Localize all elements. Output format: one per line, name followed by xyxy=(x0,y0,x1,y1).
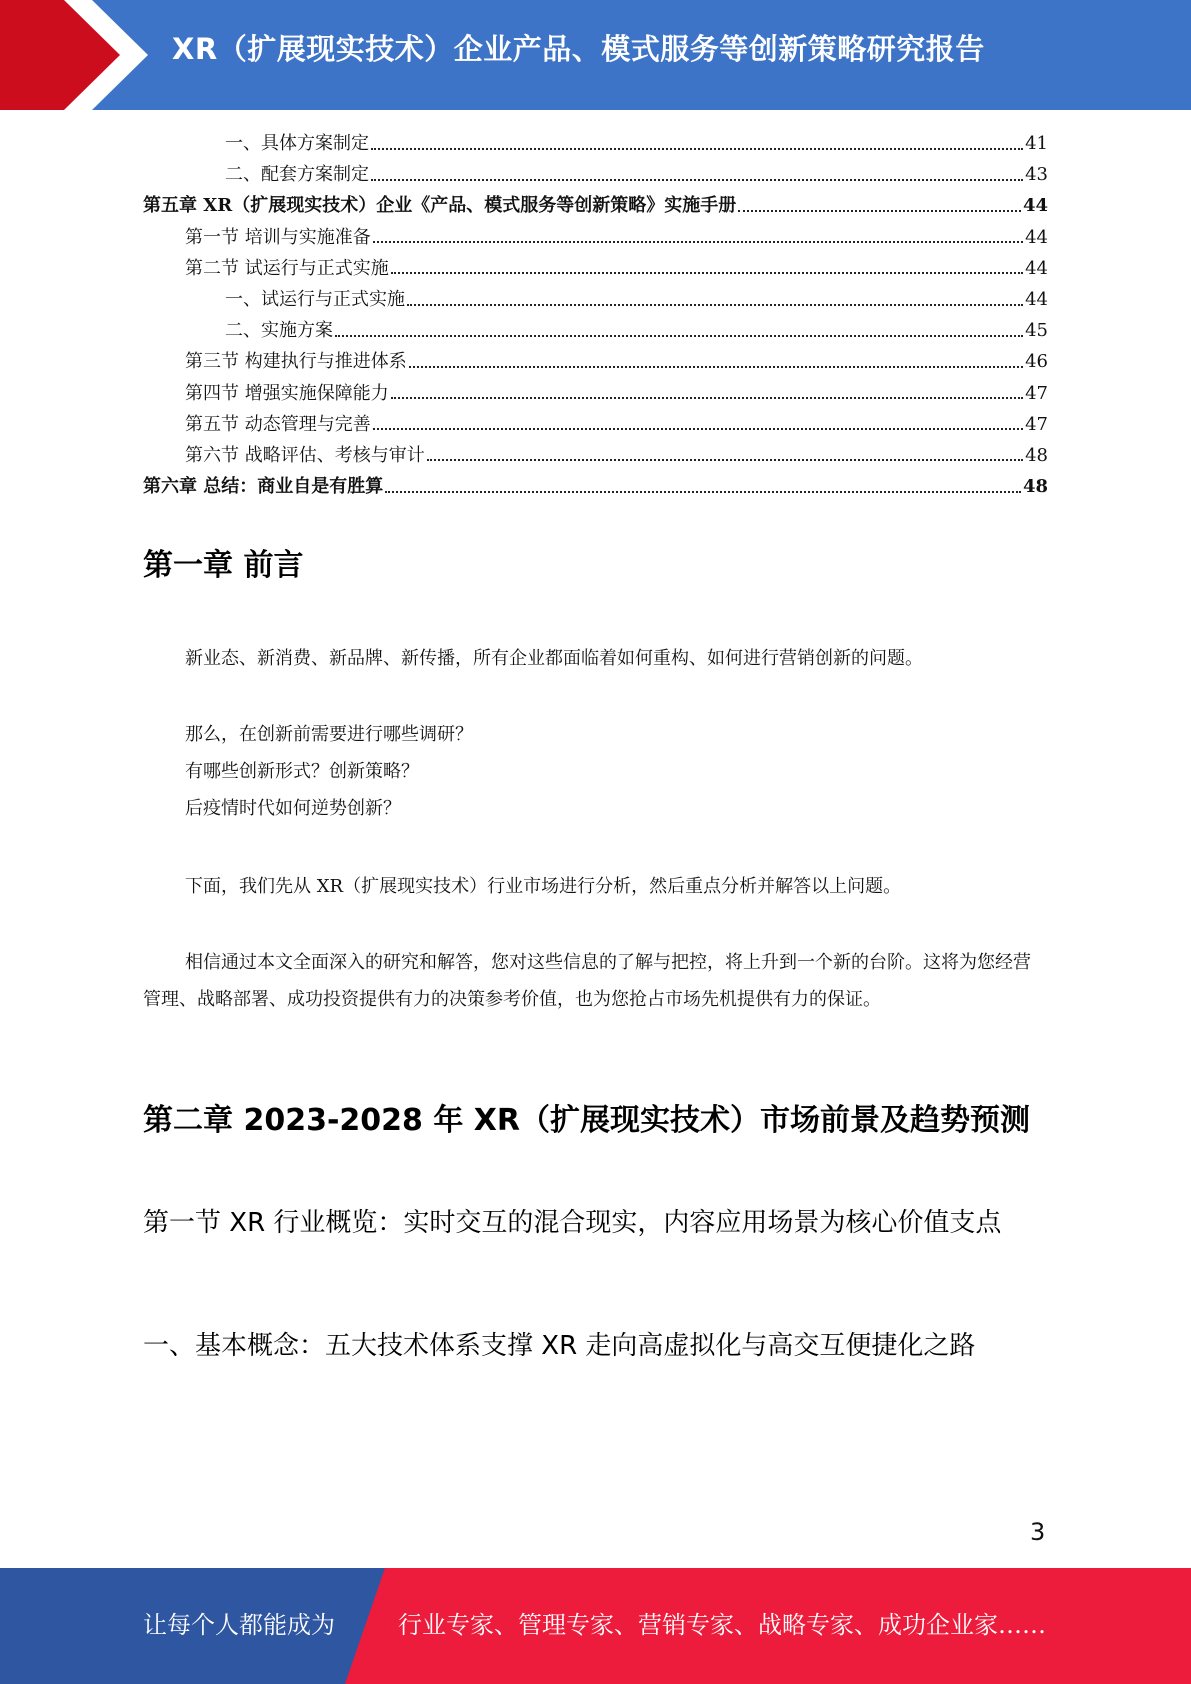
toc-entry[interactable] xyxy=(143,253,1048,284)
subsection-heading: 一、基本概念：五大技术体系支撑 XR 走向高虚拟化与高交互便捷化之路 xyxy=(143,1331,976,1361)
toc-entry-page: 44 xyxy=(1022,195,1048,217)
toc-entry-page: 43 xyxy=(1025,164,1048,186)
toc-entry-title: 第六节 战略评估、考核与审计 xyxy=(185,444,425,466)
toc-entry-title: 一、试运行与正式实施 xyxy=(225,289,405,311)
toc-entry-page: 47 xyxy=(1025,413,1048,435)
toc-entry[interactable] xyxy=(143,190,1048,221)
toc-entry-title: 第五节 动态管理与完善 xyxy=(185,413,371,435)
toc-dot-leader xyxy=(391,272,1023,274)
page-number: 3 xyxy=(1030,1518,1046,1546)
toc-entry[interactable] xyxy=(143,471,1048,502)
toc-entry-page: 44 xyxy=(1025,257,1048,279)
toc-entry-page: 44 xyxy=(1025,289,1048,311)
toc-entry-title: 一、具体方案制定 xyxy=(225,133,369,155)
section-heading: 第一节 XR 行业概览：实时交互的混合现实，内容应用场景为核心价值支点 xyxy=(143,1208,1002,1238)
toc-dot-leader xyxy=(371,148,1023,150)
toc-entry-title: 第三节 构建执行与推进体系 xyxy=(185,351,407,373)
toc-entry-title: 二、实施方案 xyxy=(225,320,333,342)
toc-entry[interactable] xyxy=(143,159,1048,190)
toc-entry-title: 二、配套方案制定 xyxy=(225,164,369,186)
toc-entry-page: 45 xyxy=(1025,320,1048,342)
toc-entry-title: 第一节 培训与实施准备 xyxy=(185,226,371,248)
toc-entry[interactable] xyxy=(143,409,1048,440)
toc-entry[interactable] xyxy=(143,284,1048,315)
toc-entry-title: 第五章 XR（扩展现实技术）企业《产品、模式服务等创新策略》实施手册 xyxy=(143,195,737,217)
chapter-2-heading: 第二章 2023-2028 年 XR（扩展现实技术）市场前景及趋势预测 xyxy=(143,1103,1031,1138)
header-banner xyxy=(0,0,1191,110)
toc-entry-title: 第二节 试运行与正式实施 xyxy=(185,257,389,279)
toc-entry[interactable] xyxy=(143,222,1048,253)
toc-entry-page: 48 xyxy=(1022,476,1048,498)
header-arrow-decoration xyxy=(0,0,160,110)
toc-dot-leader xyxy=(373,241,1023,243)
footer-slogan-left: 让每个人都能成为 xyxy=(143,1611,335,1639)
footer-slogan-right: 行业专家、管理专家、营销专家、战略专家、成功企业家…… xyxy=(398,1611,1046,1639)
toc-dot-leader xyxy=(409,366,1023,368)
toc-dot-leader xyxy=(373,428,1023,430)
toc-entry-page: 47 xyxy=(1025,382,1048,404)
toc-dot-leader xyxy=(738,210,1021,212)
toc-entry-page: 44 xyxy=(1025,226,1048,248)
document-title: XR（扩展现实技术）企业产品、模式服务等创新策略研究报告 xyxy=(172,32,985,66)
toc-entry[interactable] xyxy=(143,440,1048,471)
question-line: 后疫情时代如何逆势创新？ xyxy=(185,798,401,819)
paragraph: 相信通过本文全面深入的研究和解答，您对这些信息的了解与把控，将上升到一个新的台阶。这将为您经营管理、战略部署、成功投资提供有力的决策参考价值，也为您抢占市场先机提供有力的保证。 xyxy=(143,952,1031,1010)
paragraph: 新业态、新消费、新品牌、新传播，所有企业都面临着如何重构、如何进行营销创新的问题。 xyxy=(185,648,923,669)
toc-dot-leader xyxy=(335,335,1023,337)
toc-dot-leader xyxy=(407,304,1023,306)
question-line: 那么，在创新前需要进行哪些调研？ xyxy=(185,724,473,745)
toc-entry[interactable] xyxy=(143,378,1048,409)
question-line: 有哪些创新形式？创新策略？ xyxy=(185,761,419,782)
toc-entry-page: 48 xyxy=(1025,444,1048,466)
paragraph: 下面，我们先从 XR（扩展现实技术）行业市场进行分析，然后重点分析并解答以上问题。 xyxy=(185,876,902,897)
chapter-1-heading: 第一章 前言 xyxy=(143,548,304,583)
toc-entry-title: 第六章 总结：商业自是有胜算 xyxy=(143,476,384,498)
toc-entry-page: 46 xyxy=(1025,351,1048,373)
toc-dot-leader xyxy=(427,459,1023,461)
table-of-contents xyxy=(143,128,1048,502)
toc-entry[interactable] xyxy=(143,346,1048,377)
toc-entry-title: 第四节 增强实施保障能力 xyxy=(185,382,389,404)
footer-banner xyxy=(0,1568,1191,1684)
toc-dot-leader xyxy=(391,397,1023,399)
toc-entry[interactable] xyxy=(143,128,1048,159)
toc-entry[interactable] xyxy=(143,315,1048,346)
toc-dot-leader xyxy=(385,491,1021,493)
toc-entry-page: 41 xyxy=(1025,133,1048,155)
toc-dot-leader xyxy=(371,179,1023,181)
